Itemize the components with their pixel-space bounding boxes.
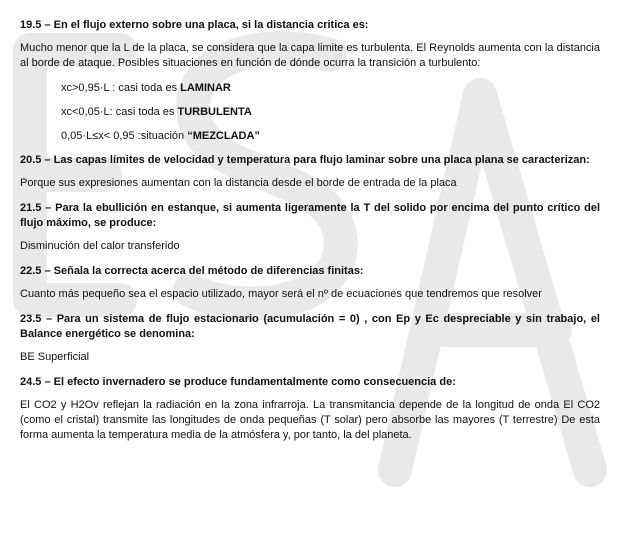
question-21-5: 21.5 – Para la ebullición en estanque, si aumenta ligeramente la T del solido por encima del punto crítico del flujo máximo, se produce:: [20, 202, 600, 229]
question-24-5: 24.5 – El efecto invernadero se produce fundamentalmente como consecuencia de:: [20, 376, 456, 388]
case-laminar: xc>0,95·L : casi toda es LAMINAR: [61, 82, 231, 94]
question-19-5: 19.5 – En el flujo externo sobre una placa, si la distancia critica es:: [20, 19, 369, 31]
question-22-5: 22.5 – Señala la correcta acerca del método de diferencias finitas:: [20, 265, 364, 277]
answer-24-5: El CO2 y H2Ov reflejan la radiación en la zona infrarroja. La transmitancia depende de la longitud de onda El CO2 (como el cristal) transmite las longitudes de onda pequeñas (T solar) pero absorbe las mayores (T terrestre) De esta forma aumenta la temperatura media de la atmósfera y, por tanto, la del planeta.: [20, 399, 600, 441]
question-23-5: 23.5 – Para un sistema de flujo estacionario (acumulación = 0) , con Ep y Ec despreciable y sin trabajo, el Balance energético se denomina:: [20, 313, 600, 340]
answer-23-5: BE Superficial: [20, 351, 90, 363]
answer-19-5: Mucho menor que la L de la placa, se considera que la capa limite es turbulenta. El Reynolds aumenta con la distancia al borde de ataque. Posibles situaciones en función de dónde ocurra la transición a turbulento:: [20, 42, 600, 69]
case-turbulent: xc<0,05·L: casi toda es TURBULENTA: [61, 106, 252, 118]
document-page: [20, 18, 600, 453]
question-20-5: 20.5 – Las capas límites de velocidad y temperatura para flujo laminar sobre una placa plana se caracterizan:: [20, 154, 590, 166]
answer-21-5: Disminución del calor transferido: [20, 240, 180, 252]
answer-20-5: Porque sus expresiones aumentan con la distancia desde el borde de entrada de la placa: [20, 177, 457, 189]
case-mixed: 0,05·L≤x< 0,95 :situación “MEZCLADA”: [61, 130, 260, 142]
answer-22-5: Cuanto más pequeño sea el espacio utilizado, mayor será el nº de ecuaciones que tendremos que resolver: [20, 288, 542, 300]
